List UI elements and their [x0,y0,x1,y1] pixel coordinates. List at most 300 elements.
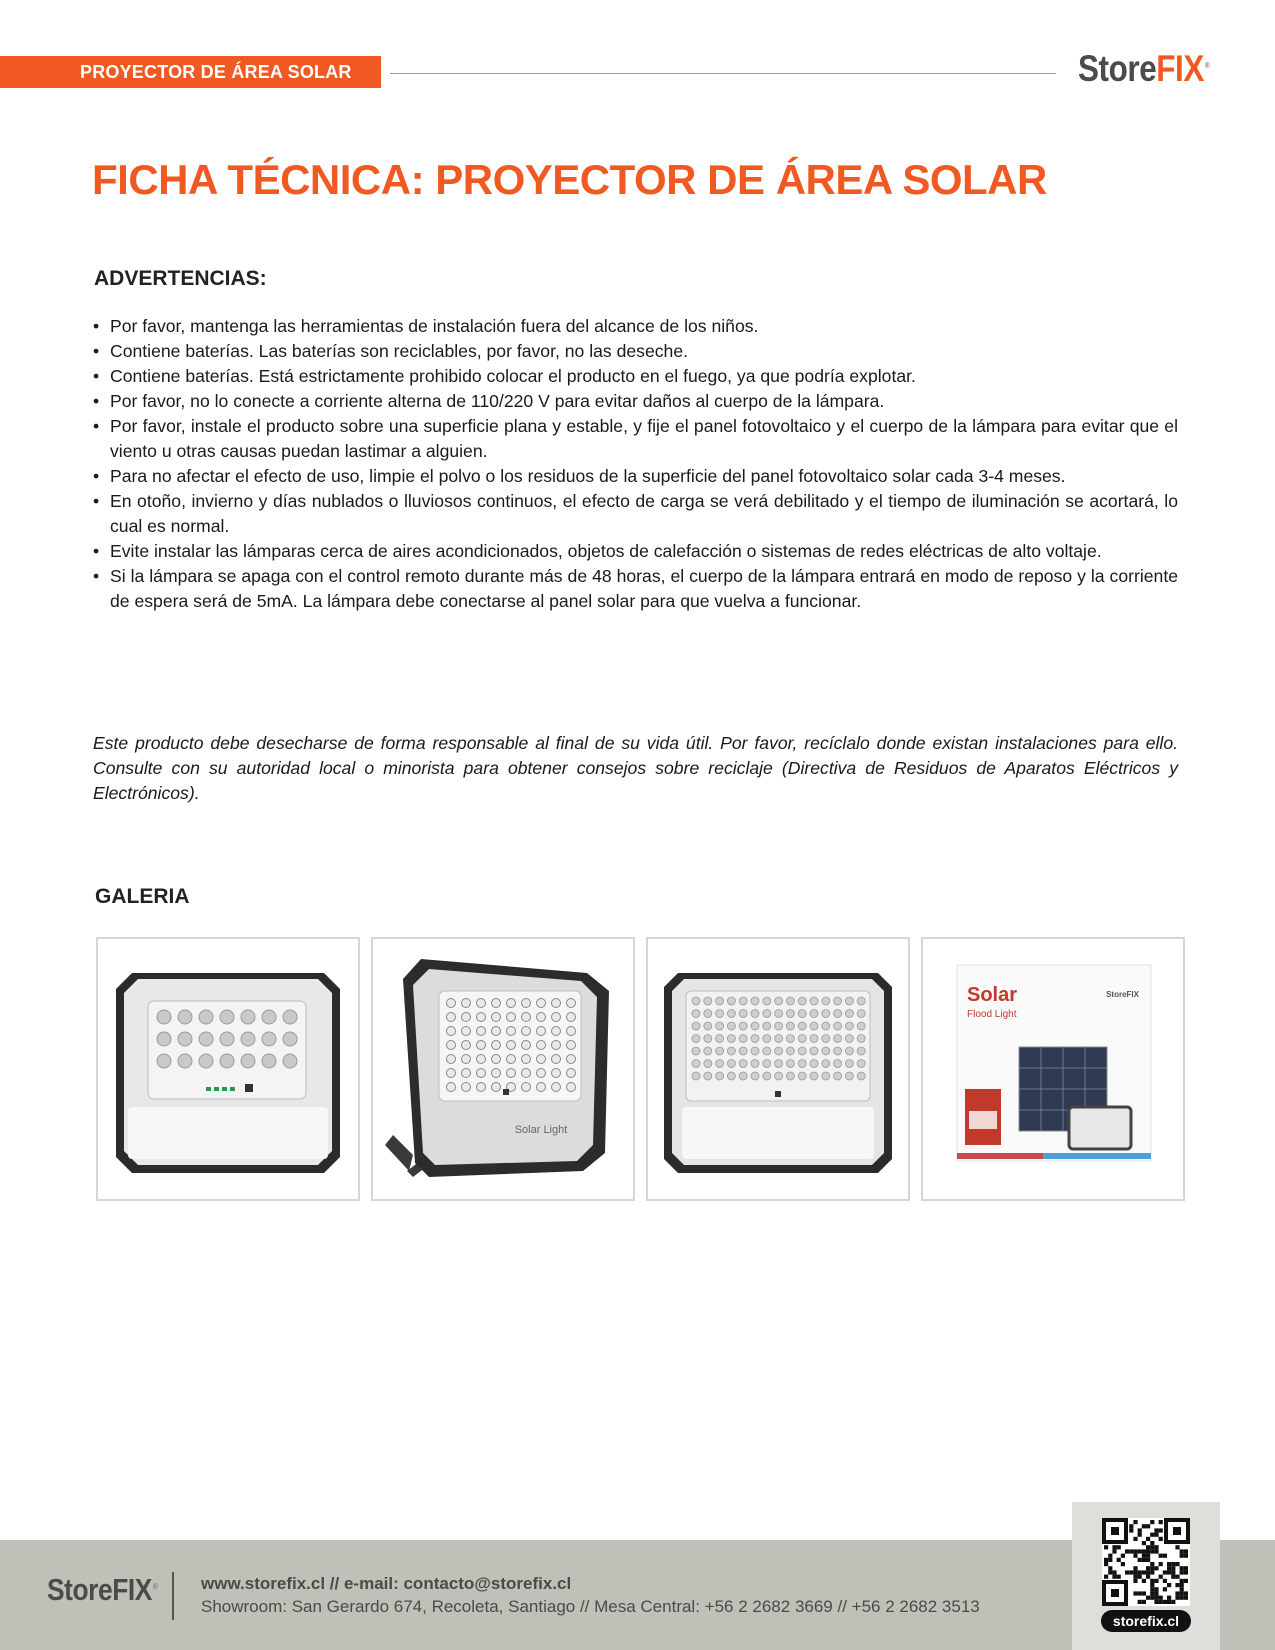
qr-module [1184,1554,1188,1558]
qr-module [1133,1570,1137,1574]
qr-module [1167,1583,1171,1587]
list-item: • Por favor, mantenga las herramientas de instalación fuera del alcance de los niños. [92,314,1178,339]
led-dot [692,1047,700,1055]
led-dot [477,1083,486,1092]
list-item: • Contiene baterías. Las baterías son reciclables, por favor, no las deseche. [92,339,1178,364]
qr-module [1129,1549,1133,1553]
qr-module [1159,1537,1163,1541]
led-dot [739,1047,747,1055]
led-dot [810,1060,818,1068]
svg-text:Solar Light: Solar Light [514,1124,568,1136]
led-dot [522,1013,531,1022]
qr-module [1142,1579,1146,1583]
led-dot [220,1032,234,1046]
footer-contact: www.storefix.cl // e-mail: contacto@storefix.cl [201,1574,572,1593]
qr-module [1159,1596,1163,1600]
qr-label[interactable]: storefix.cl [1101,1610,1191,1632]
qr-module [1142,1554,1146,1558]
qr-module [1154,1528,1158,1532]
qr-module [1167,1600,1171,1604]
section-tag: PROYECTOR DE ÁREA SOLAR [0,56,381,88]
svg-text:Solar: Solar [967,984,1018,1006]
qr-module [1104,1545,1108,1549]
warnings-heading: ADVERTENCIAS: [94,267,267,290]
led-dot [567,1083,576,1092]
led-dot [157,1010,171,1024]
led-dot [241,1054,255,1068]
led-dot [492,1069,501,1078]
gallery-heading: GALERIA [95,885,190,908]
led-dot [462,1055,471,1064]
led-dot [786,1022,794,1030]
qr-module [1138,1591,1142,1595]
led-dot [692,1035,700,1043]
qr-module [1117,1545,1121,1549]
led-dot [810,1010,818,1018]
qr-module [1154,1591,1158,1595]
qr-module [1184,1549,1188,1553]
led-dot [567,999,576,1008]
qr-module [1142,1549,1146,1553]
led-dot [857,997,865,1005]
qr-module [1163,1600,1167,1604]
led-dot [552,999,561,1008]
led-dot [447,1041,456,1050]
led-dot [567,1069,576,1078]
led-dot [507,1027,516,1036]
led-dot [692,1060,700,1068]
qr-module [1180,1587,1184,1591]
qr-module [1154,1566,1158,1570]
led-dot [775,1035,783,1043]
led-dot [857,1022,865,1030]
qr-module [1167,1566,1171,1570]
qr-module [1112,1545,1116,1549]
led-dot [786,1060,794,1068]
led-dot [199,1032,213,1046]
floodlight-large-image [648,939,908,1199]
qr-module [1167,1596,1171,1600]
led-dot [751,1060,759,1068]
qr-module [1163,1587,1167,1591]
footer-address: Showroom: San Gerardo 674, Recoleta, Santiago // Mesa Central: +56 2 2682 3669 // +56 2 2682 3513 [201,1597,980,1616]
led-dot [763,1060,771,1068]
led-dot [798,997,806,1005]
qr-module [1146,1570,1150,1574]
led-dot [567,1027,576,1036]
led-dot [522,1083,531,1092]
qr-module [1150,1545,1154,1549]
qr-module [1150,1583,1154,1587]
qr-module [1154,1600,1158,1604]
list-item: • Si la lámpara se apaga con el control remoto durante más de 48 horas, el cuerpo de la lámpara entrará en modo de reposo y la corriente de espera será de 5mA. La lámpara debe conectarse al panel solar para que vuelva a funcionar. [92,564,1178,614]
led-dot [157,1032,171,1046]
led-dot [567,1013,576,1022]
qr-module [1146,1575,1150,1579]
led-dot [507,1013,516,1022]
led-dot [822,1047,830,1055]
qr-module [1180,1591,1184,1595]
led-dot [739,1072,747,1080]
led-dot [704,1022,712,1030]
qr-module [1180,1583,1184,1587]
page-title: FICHA TÉCNICA: PROYECTOR DE ÁREA SOLAR [92,156,1047,203]
led-dot [537,1041,546,1050]
qr-module [1146,1566,1150,1570]
led-dot [477,999,486,1008]
svg-text:Flood Light: Flood Light [967,1009,1017,1020]
qr-module [1138,1575,1142,1579]
qr-module [1104,1575,1108,1579]
qr-module [1146,1558,1150,1562]
led-dot [462,1027,471,1036]
qr-module [1133,1554,1137,1558]
qr-module [1129,1570,1133,1574]
led-dot [178,1032,192,1046]
qr-module [1180,1570,1184,1574]
qr-module [1121,1562,1125,1566]
qr-module [1146,1545,1150,1549]
led-dot [262,1032,276,1046]
qr-module [1159,1554,1163,1558]
led-dot [775,1060,783,1068]
led-dot [834,1060,842,1068]
led-dot [477,1041,486,1050]
qr-module [1163,1570,1167,1574]
qr-module [1112,1575,1116,1579]
qr-module [1159,1562,1163,1566]
qr-module [1146,1549,1150,1553]
qr-module [1150,1596,1154,1600]
qr-module [1180,1566,1184,1570]
led-dot [739,1010,747,1018]
qr-module [1154,1596,1158,1600]
led-dot [447,1083,456,1092]
qr-module [1138,1558,1142,1562]
led-dot [751,1072,759,1080]
led-dot [552,1013,561,1022]
qr-module [1146,1537,1150,1541]
led-dot [507,1069,516,1078]
qr-module [1154,1533,1158,1537]
qr-module [1167,1562,1171,1566]
qr-module [1184,1570,1188,1574]
qr-module [1159,1520,1163,1524]
led-dot [241,1032,255,1046]
led-dot [810,1047,818,1055]
led-dot [798,1047,806,1055]
qr-module [1150,1549,1154,1553]
led-dot [845,1060,853,1068]
led-dot [857,1010,865,1018]
led-dot [477,1055,486,1064]
led-dot [845,1035,853,1043]
list-item: • En otoño, invierno y días nublados o lluviosos continuos, el efecto de carga se verá debilitado y el tiempo de iluminación se acortará, lo cual es normal. [92,489,1178,539]
qr-module [1133,1549,1137,1553]
qr-module [1104,1562,1108,1566]
led-dot [704,1047,712,1055]
led-dot [552,1083,561,1092]
led-dot [199,1054,213,1068]
led-dot [822,1022,830,1030]
led-dot [462,999,471,1008]
led-dot [716,1010,724,1018]
led-dot [507,999,516,1008]
led-dot [739,997,747,1005]
led-dot [845,1047,853,1055]
led-dot [199,1010,213,1024]
led-dot [857,1047,865,1055]
led-dot [798,1035,806,1043]
qr-module [1180,1579,1184,1583]
qr-module [1184,1591,1188,1595]
led-dot [739,1022,747,1030]
qr-module [1184,1579,1188,1583]
led-dot [447,1013,456,1022]
qr-module [1180,1554,1184,1558]
qr-code [1072,1502,1220,1612]
led-dot [283,1010,297,1024]
qr-module [1142,1570,1146,1574]
led-dot [241,1010,255,1024]
led-dot [727,1022,735,1030]
led-dot [704,1072,712,1080]
led-dot [822,1010,830,1018]
qr-module [1154,1587,1158,1591]
qr-module [1125,1549,1129,1553]
led-dot [537,1069,546,1078]
qr-module [1175,1596,1179,1600]
qr-module [1129,1528,1133,1532]
qr-module [1133,1520,1137,1524]
led-dot [492,999,501,1008]
qr-module [1150,1541,1154,1545]
qr-module [1125,1570,1129,1574]
qr-module [1171,1570,1175,1574]
led-dot [810,1072,818,1080]
led-dot [727,1010,735,1018]
led-dot [507,1055,516,1064]
qr-module [1138,1600,1142,1604]
qr-module [1150,1570,1154,1574]
led-dot [462,1083,471,1092]
qr-module [1146,1596,1150,1600]
led-dot [477,1013,486,1022]
led-dot [751,1047,759,1055]
qr-module [1150,1533,1154,1537]
led-dot [798,1060,806,1068]
led-dot [834,1072,842,1080]
led-dot [692,1072,700,1080]
qr-module [1108,1570,1112,1574]
qr-module [1138,1549,1142,1553]
qr-module [1184,1596,1188,1600]
qr-module [1184,1566,1188,1570]
floodlight-angled-image [373,939,633,1199]
led-dot [522,1069,531,1078]
led-dot [283,1032,297,1046]
qr-module [1150,1566,1154,1570]
led-dot [716,1072,724,1080]
list-item: • Evite instalar las lámparas cerca de aires acondicionados, objetos de calefacción o sistemas de redes eléctricas de alto voltaje. [92,539,1178,564]
led-dot [763,1010,771,1018]
led-dot [775,1072,783,1080]
led-dot [462,1013,471,1022]
led-dot [775,1010,783,1018]
list-item: • Contiene baterías. Está estrictamente prohibido colocar el producto en el fuego, ya que podría explotar. [92,364,1178,389]
list-item: • Por favor, no lo conecte a corriente alterna de 110/220 V para evitar daños al cuerpo de la lámpara. [92,389,1178,414]
qr-module [1180,1549,1184,1553]
gallery-photo-large [646,937,910,1201]
led-dot [822,1072,830,1080]
led-dot [567,1041,576,1050]
floodlight-front-image [98,939,358,1199]
led-dot [447,1027,456,1036]
led-dot [537,1027,546,1036]
qr-module [1121,1554,1125,1558]
led-dot [522,1027,531,1036]
led-dot [704,1010,712,1018]
led-dot [462,1069,471,1078]
list-item: • Por favor, instale el producto sobre una superficie plana y estable, y fije el panel fotovoltaico y el cuerpo de la lámpara para evitar que el viento u otras causas puedan lastimar a alguien. [92,414,1178,464]
qr-module [1133,1575,1137,1579]
led-dot [178,1010,192,1024]
led-dot [262,1054,276,1068]
qr-module [1150,1587,1154,1591]
led-dot [716,1047,724,1055]
footer-divider [172,1572,174,1620]
led-dot [786,1072,794,1080]
qr-module [1129,1524,1133,1528]
qr-module [1154,1579,1158,1583]
qr-module [1175,1591,1179,1595]
qr-module [1159,1575,1163,1579]
qr-module [1104,1558,1108,1562]
led-dot [552,1069,561,1078]
qr-module [1146,1524,1150,1528]
qr-module [1138,1570,1142,1574]
led-dot [692,1010,700,1018]
led-dot [845,997,853,1005]
led-dot [447,1069,456,1078]
storefix-logo: StoreFIX® [1078,48,1210,89]
led-dot [220,1054,234,1068]
led-dot [462,1041,471,1050]
led-dot [786,1047,794,1055]
led-dot [834,1022,842,1030]
qr-module [1150,1520,1154,1524]
qr-module [1154,1545,1158,1549]
qr-module [1167,1570,1171,1574]
led-dot [477,1069,486,1078]
qr-module [1108,1554,1112,1558]
led-dot [552,1055,561,1064]
led-dot [716,1035,724,1043]
qr-module [1133,1591,1137,1595]
led-dot [537,1013,546,1022]
qr-module [1163,1554,1167,1558]
led-dot [537,999,546,1008]
qr-module [1180,1596,1184,1600]
led-dot [704,997,712,1005]
led-dot [834,997,842,1005]
qr-module [1138,1533,1142,1537]
qr-module [1142,1591,1146,1595]
led-dot [798,1072,806,1080]
led-dot [751,997,759,1005]
qr-module [1117,1575,1121,1579]
led-dot [834,1035,842,1043]
led-dot [552,1041,561,1050]
led-dot [492,1041,501,1050]
led-dot [751,1022,759,1030]
led-dot [552,1027,561,1036]
led-dot [739,1035,747,1043]
led-dot [810,1035,818,1043]
led-dot [537,1055,546,1064]
footer-logo: StoreFIX® [47,1572,158,1607]
svg-text:StoreFIX: StoreFIX [1106,990,1139,999]
qr-module [1142,1600,1146,1604]
led-dot [810,1022,818,1030]
led-dot [798,1010,806,1018]
qr-module [1117,1558,1121,1562]
led-dot [727,1047,735,1055]
led-dot [692,997,700,1005]
led-dot [857,1035,865,1043]
qr-module [1150,1579,1154,1583]
gallery-photo-front [96,937,360,1201]
qr-module [1133,1537,1137,1541]
led-dot [798,1022,806,1030]
qr-module [1154,1549,1158,1553]
led-dot [822,997,830,1005]
led-dot [822,1035,830,1043]
led-dot [522,1055,531,1064]
led-dot [704,1035,712,1043]
led-dot [786,1010,794,1018]
led-dot [522,1041,531,1050]
led-dot [763,1035,771,1043]
led-dot [477,1027,486,1036]
led-dot [775,1047,783,1055]
led-dot [763,1072,771,1080]
led-dot [716,997,724,1005]
led-dot [751,1010,759,1018]
led-dot [845,1072,853,1080]
qr-module [1171,1562,1175,1566]
led-dot [763,1047,771,1055]
qr-module [1175,1562,1179,1566]
qr-module [1142,1524,1146,1528]
qr-module [1171,1566,1175,1570]
led-dot [775,997,783,1005]
led-dot [834,1010,842,1018]
qr-module [1112,1570,1116,1574]
qr-module [1171,1600,1175,1604]
gallery-photo-box [921,937,1185,1201]
led-dot [727,1072,735,1080]
led-dot [786,1035,794,1043]
led-dot [447,999,456,1008]
led-dot [492,1055,501,1064]
qr-module [1171,1575,1175,1579]
led-dot [810,997,818,1005]
gallery-photo-angled [371,937,635,1201]
led-dot [857,1072,865,1080]
qr-module [1142,1541,1146,1545]
led-dot [220,1010,234,1024]
